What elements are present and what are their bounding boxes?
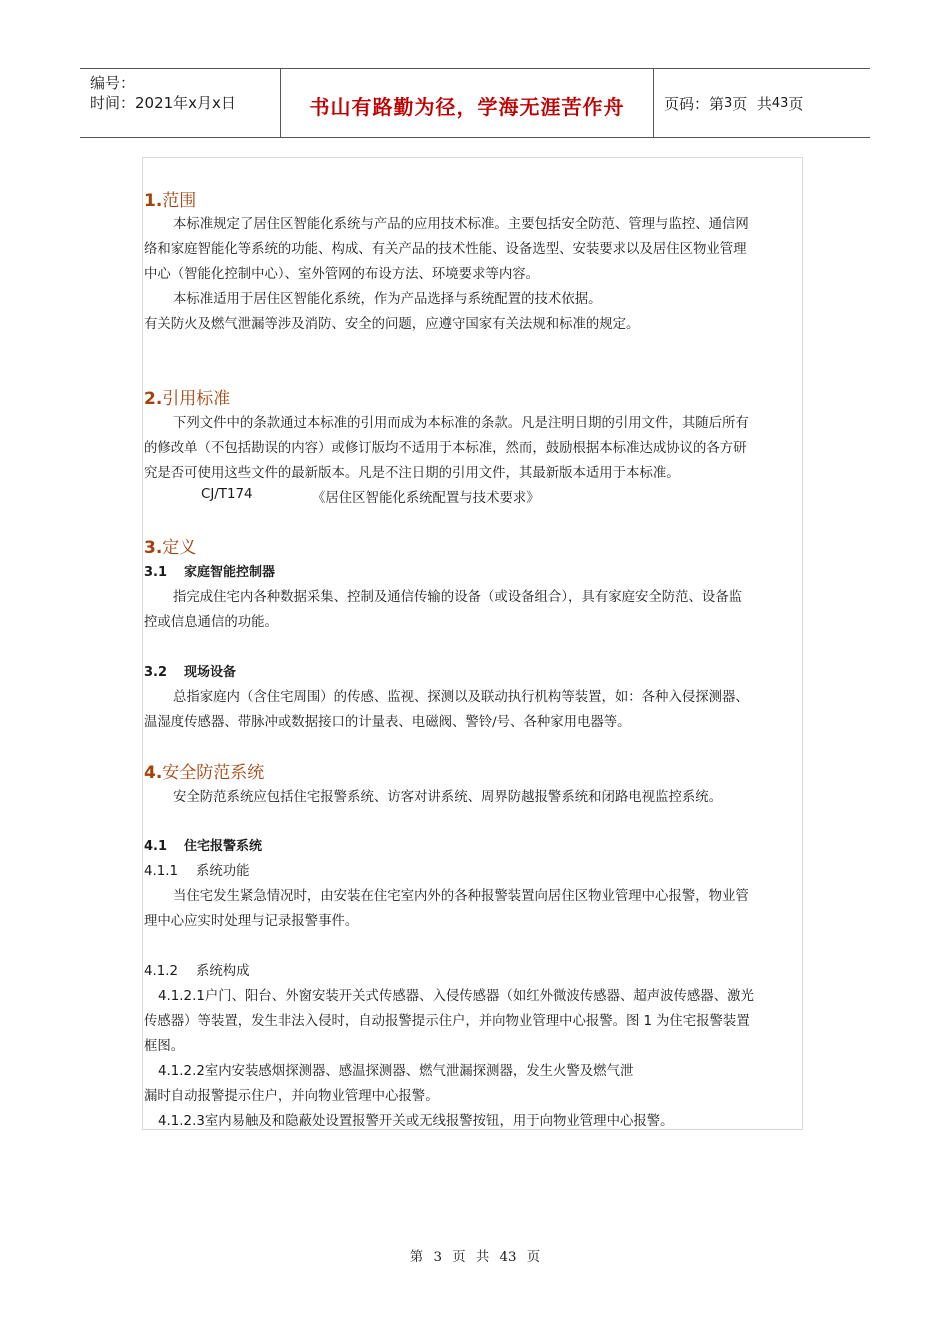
p4121-text-1: 户门、阳台、外窗安装开关式传感器、入侵传感器（如红外微波传感器、超声波传感器、激光 bbox=[204, 989, 754, 1004]
section-4-heading bbox=[144, 758, 264, 783]
s2-line-3: 究是否可使用这些文件的最新版本。凡是不注日期的引用文件，其最新版本适用于本标准。 bbox=[144, 466, 680, 481]
p4123-number: 4.1.2.3 bbox=[158, 1114, 205, 1129]
clause-4-1-2-title: 系统构成 bbox=[196, 964, 250, 979]
p4123-line-1 bbox=[158, 1110, 674, 1129]
reference-title: 《居住区智能化系统配置与技术要求》 bbox=[312, 491, 540, 506]
section-4-number: 4. bbox=[144, 763, 163, 783]
s2-line-2: 的修改单（不包括勘误的内容）或修订版均不适用于本标准，然而，鼓励根据本标准达成协议的各方研 bbox=[144, 441, 747, 456]
number-label: 编号： bbox=[90, 74, 136, 92]
s411-line-2: 理中心应实时处理与记录报警事件。 bbox=[144, 914, 359, 929]
subsection-4-1-title: 住宅报警系统 bbox=[184, 839, 263, 854]
p4122-text-1: 室内安装感烟探测器、感温探测器、燃气泄漏探测器，发生火警及燃气泄 bbox=[204, 1064, 634, 1079]
page-footer: 第 3 页 共 43 页 bbox=[409, 1250, 541, 1265]
header-meta bbox=[80, 69, 281, 137]
subsection-3-1-title: 家庭智能控制器 bbox=[184, 565, 276, 580]
reference-code: CJ/T174 bbox=[201, 487, 253, 502]
p4121-line-2 bbox=[144, 1010, 750, 1029]
subsection-3-1-heading bbox=[144, 561, 275, 580]
p4122-line-2: 漏时自动报警提示住户，并向物业管理中心报警。 bbox=[144, 1089, 439, 1104]
s4-intro: 安全防范系统应包括住宅报警系统、访客对讲系统、周界防越报警系统和闭路电视监控系统。 bbox=[173, 790, 723, 805]
figure-number: 1 bbox=[643, 1014, 652, 1029]
time-label: 时间：2021年x月x日 bbox=[90, 94, 236, 112]
clause-4-1-1-title: 系统功能 bbox=[196, 864, 250, 879]
subsection-3-1-number: 3.1 bbox=[144, 565, 168, 580]
s1-line-2: 络和家庭智能化等系统的功能、构成、有关产品的技术性能、设备选型、安装要求以及居住区物业管理 bbox=[144, 242, 747, 257]
clause-4-1-1-number: 4.1.1 bbox=[144, 864, 179, 879]
section-1-number: 1. bbox=[144, 191, 163, 211]
subsection-3-2-title: 现场设备 bbox=[184, 665, 237, 680]
section-2-heading bbox=[144, 384, 230, 409]
s1-line-5: 有关防火及燃气泄漏等涉及消防、安全的问题，应遵守国家有关法规和标准的规定。 bbox=[144, 317, 640, 332]
s3-1-line-2: 控或信息通信的功能。 bbox=[144, 615, 278, 630]
p4121-line-1 bbox=[158, 985, 754, 1004]
section-3-heading bbox=[144, 533, 196, 558]
section-4-title: 安全防范系统 bbox=[162, 763, 265, 783]
section-1-title: 范围 bbox=[162, 191, 197, 211]
s411-line-1: 当住宅发生紧急情况时，由安装在住宅室内外的各种报警装置向居住区物业管理中心报警，物业管 bbox=[173, 889, 749, 904]
section-2-number: 2. bbox=[144, 389, 163, 409]
p4122-line-1 bbox=[158, 1060, 633, 1079]
p4123-text-1: 室内易触及和隐蔽处设置报警开关或无线报警按钮，用于向物业管理中心报警。 bbox=[204, 1114, 674, 1129]
document-header bbox=[80, 68, 870, 138]
section-2-title: 引用标准 bbox=[162, 389, 231, 409]
s3-2-line-2: 温湿度传感器、带脉冲或数据接口的计量表、电磁阀、警铃/号、各种家用电器等。 bbox=[144, 715, 631, 730]
page-mid: 页 共 bbox=[732, 94, 772, 113]
p4121-text-3: 为住宅报警装置 bbox=[655, 1014, 750, 1029]
page-prefix: 页码：第 bbox=[664, 94, 725, 113]
s1-line-3: 中心（智能化控制中心）、室外管网的布设方法、环境要求等内容。 bbox=[144, 267, 540, 282]
p4121-number: 4.1.2.1 bbox=[158, 989, 205, 1004]
s3-2-line-1: 总指家庭内（含住宅周围）的传感、监视、探测以及联动执行机构等装置，如：各种入侵探测器、 bbox=[173, 690, 749, 705]
clause-4-1-2-number: 4.1.2 bbox=[144, 964, 179, 979]
s1-line-4: 本标准适用于居住区智能化系统，作为产品选择与系统配置的技术依据。 bbox=[173, 292, 602, 307]
p4121-line-3: 框图。 bbox=[144, 1039, 185, 1054]
section-1-heading bbox=[144, 186, 196, 211]
s1-line-1: 本标准规定了居住区智能化系统与产品的应用技术标准。主要包括安全防范、管理与监控、通信网 bbox=[173, 217, 749, 232]
s2-line-1: 下列文件中的条款通过本标准的引用而成为本标准的条款。凡是注明日期的引用文件，其随后所有 bbox=[173, 416, 749, 431]
subsection-3-2-heading bbox=[144, 661, 236, 680]
subsection-4-1-number: 4.1 bbox=[144, 839, 168, 854]
page-suffix: 页 bbox=[788, 94, 804, 113]
p4121-text-2: 传感器）等装置，发生非法入侵时，自动报警提示住户，并向物业管理中心报警。图 bbox=[144, 1014, 640, 1029]
subsection-3-2-number: 3.2 bbox=[144, 665, 168, 680]
clause-4-1-1-heading bbox=[144, 860, 250, 879]
section-3-title: 定义 bbox=[162, 538, 197, 558]
section-3-number: 3. bbox=[144, 538, 163, 558]
p4122-number: 4.1.2.2 bbox=[158, 1064, 205, 1079]
page-number: 3 bbox=[724, 95, 733, 111]
s3-1-line-1: 指完成住宅内各种数据采集、控制及通信传输的设备（或设备组合），具有家庭安全防范、设备监 bbox=[173, 590, 743, 605]
header-motto: 书山有路勤为径，学海无涯苦作舟 bbox=[281, 69, 654, 137]
clause-4-1-2-heading bbox=[144, 960, 250, 979]
subsection-4-1-heading bbox=[144, 835, 262, 854]
page-total: 43 bbox=[771, 95, 789, 111]
header-page-info bbox=[654, 69, 870, 137]
